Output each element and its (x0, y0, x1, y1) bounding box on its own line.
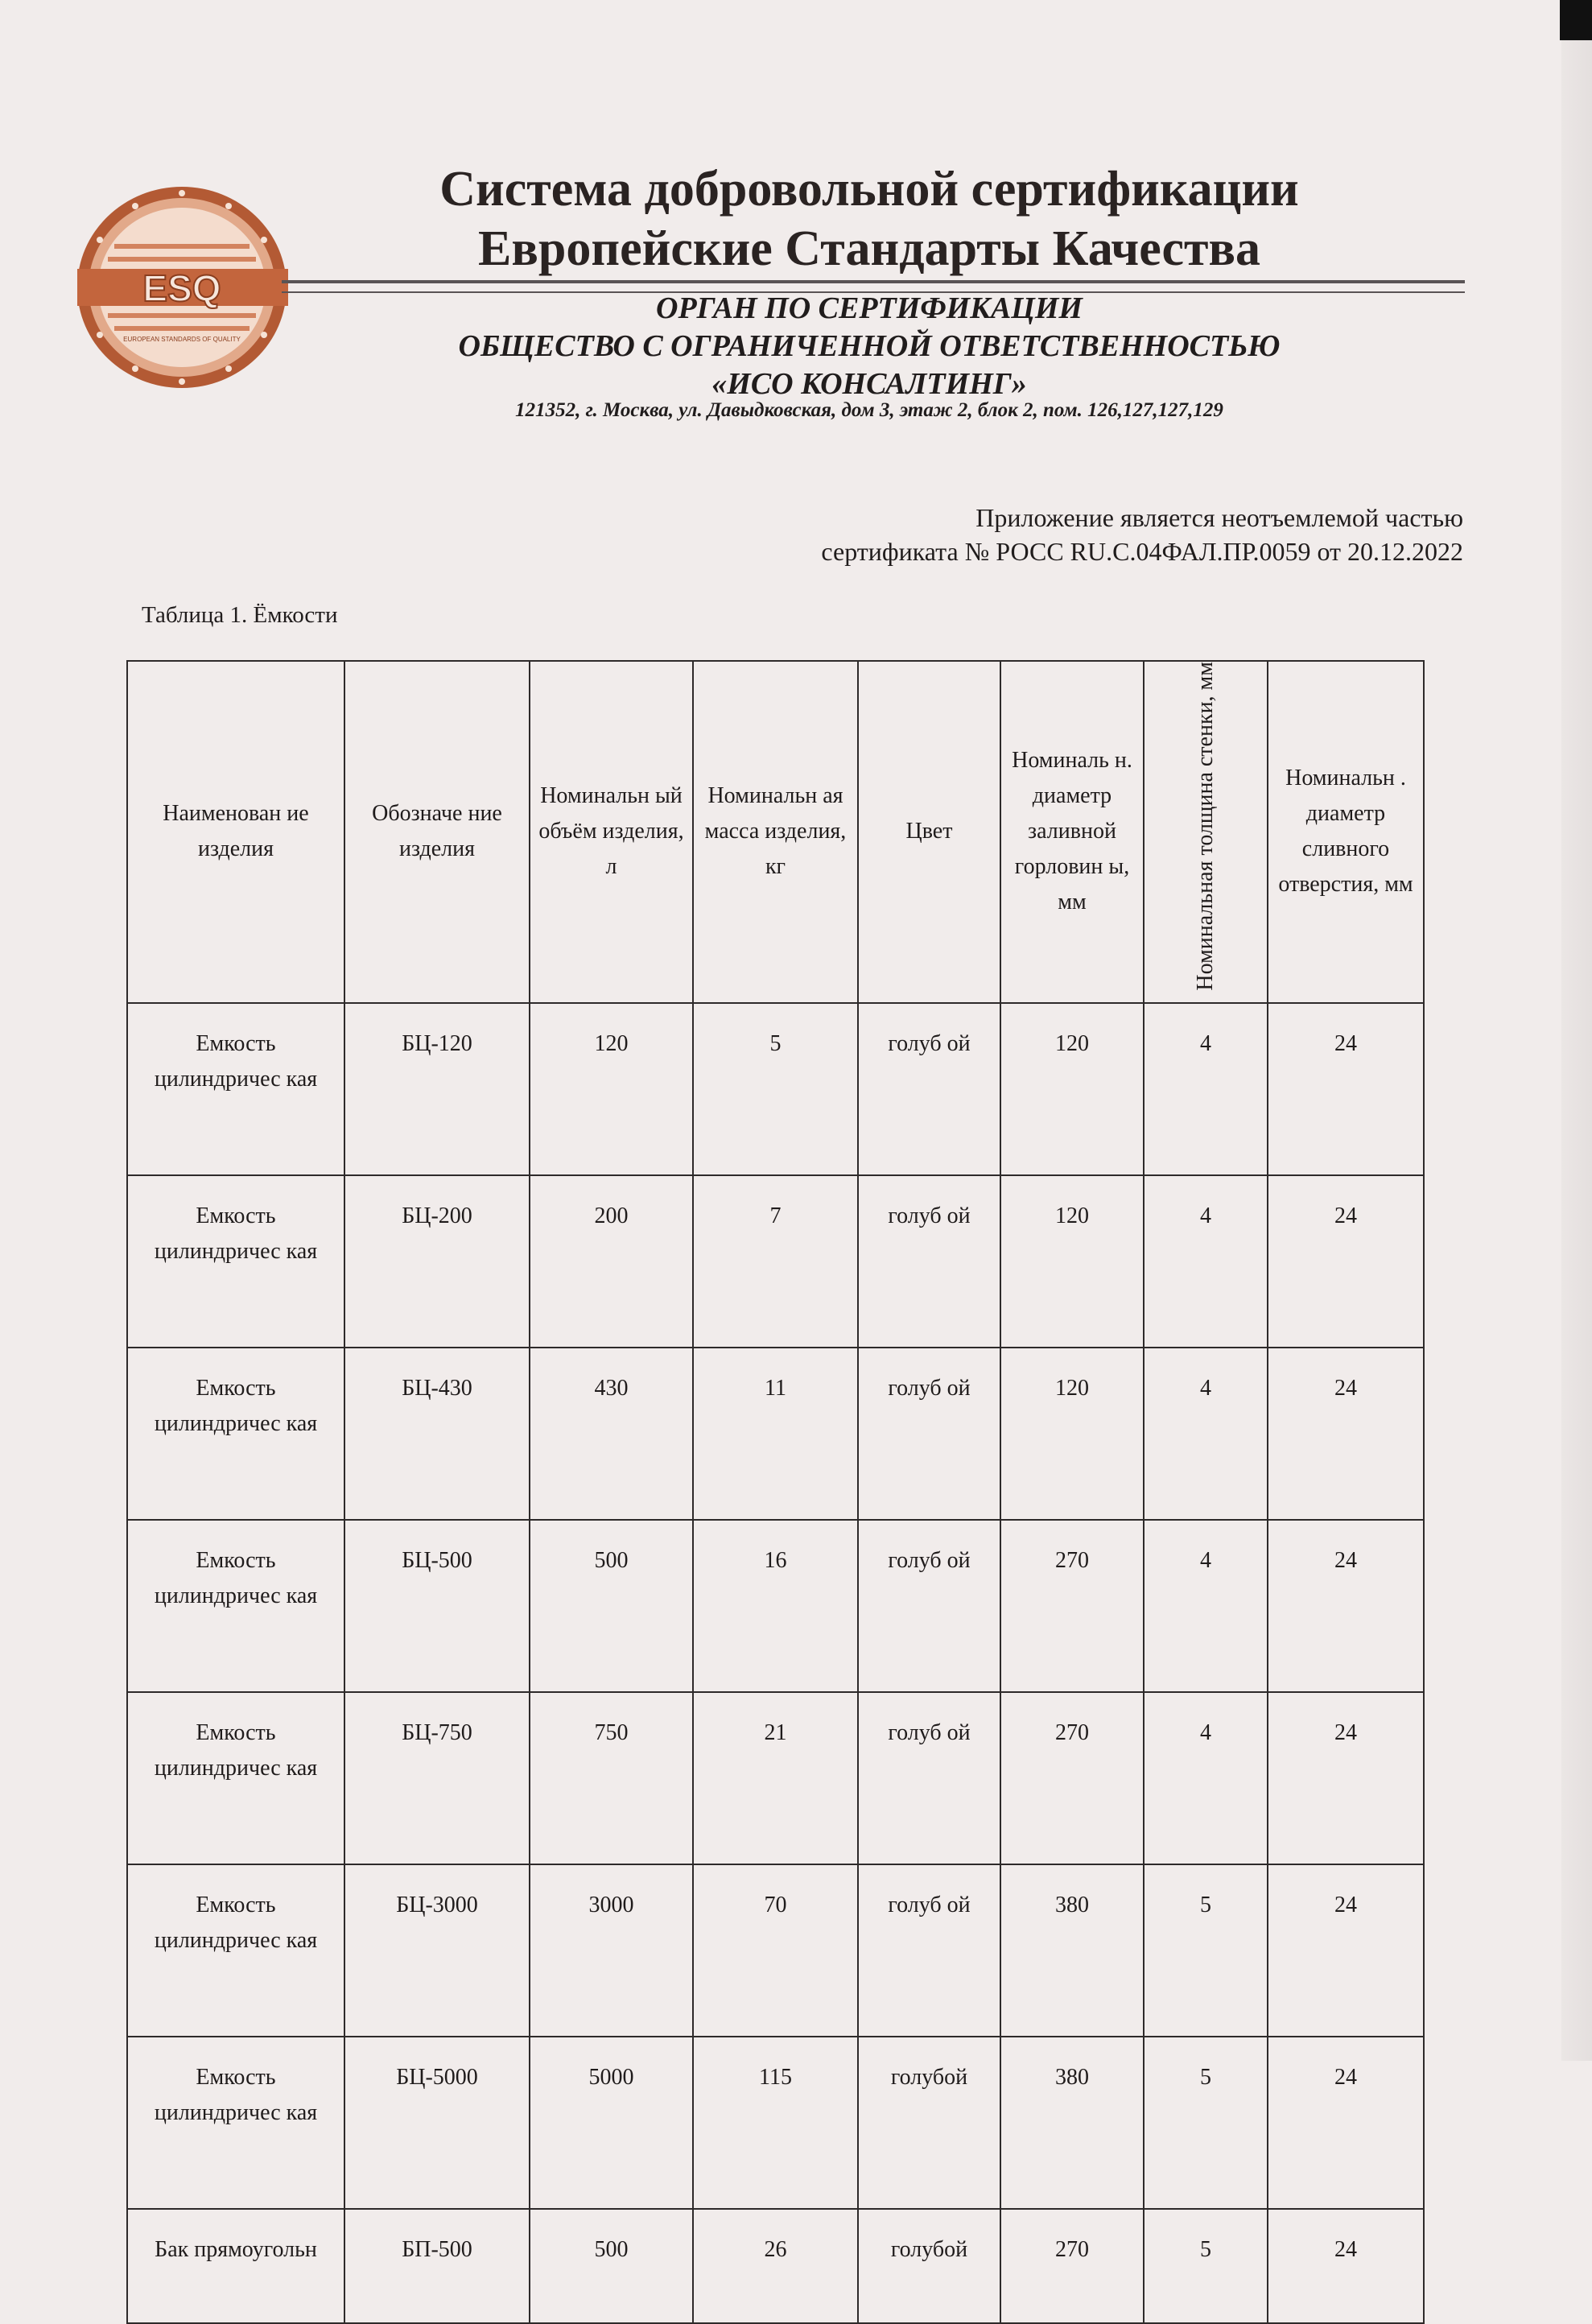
cell-volume: 120 (530, 1003, 693, 1175)
cell-wall: 4 (1144, 1348, 1268, 1520)
containers-table (126, 660, 1425, 2324)
cell-mass: 7 (693, 1175, 858, 1348)
cell-neck: 270 (1000, 2209, 1144, 2323)
cell-code: БЦ-500 (344, 1520, 530, 1692)
cell-wall: 4 (1144, 1003, 1268, 1175)
address: 121352, г. Москва, ул. Давыдковская, дом 3, этаж 2, блок 2, пом. 126,127,127,129 (515, 399, 1223, 421)
cell-color: голуб ой (858, 1003, 1000, 1175)
cell-wall: 4 (1144, 1520, 1268, 1692)
cell-code: БП-500 (344, 2209, 530, 2323)
title-line-2: Европейские Стандарты Качества (478, 221, 1260, 276)
cell-drain: 24 (1268, 1692, 1424, 1864)
table-row (127, 1003, 1424, 1175)
cell-code: БЦ-120 (344, 1003, 530, 1175)
logo-subtext: EUROPEAN STANDARDS OF QUALITY (123, 336, 241, 343)
cell-drain: 24 (1268, 1003, 1424, 1175)
header-color: Цвет (858, 661, 1000, 1003)
header-mass: Номинальн ая масса изделия, кг (693, 661, 858, 1003)
cell-color: голуб ой (858, 1348, 1000, 1520)
cell-mass: 21 (693, 1692, 858, 1864)
cell-name: Емкость цилиндричес кая (127, 1692, 344, 1864)
cell-volume: 5000 (530, 2037, 693, 2209)
page-edge (1561, 0, 1592, 2061)
cell-name: Емкость цилиндричес кая (127, 1520, 344, 1692)
cell-color: голуб ой (858, 1692, 1000, 1864)
header-name: Наименован ие изделия (127, 661, 344, 1003)
org-line-3: «ИСО КОНСАЛТИНГ» (711, 367, 1027, 401)
cell-color: голуб ой (858, 1864, 1000, 2037)
cell-mass: 16 (693, 1520, 858, 1692)
table-row (127, 2209, 1424, 2323)
header-wall-thickness (1144, 661, 1268, 1003)
cell-code: БЦ-200 (344, 1175, 530, 1348)
cell-name: Емкость цилиндричес кая (127, 1003, 344, 1175)
cell-drain: 24 (1268, 2037, 1424, 2209)
cell-volume: 500 (530, 1520, 693, 1692)
cell-neck: 270 (1000, 1692, 1144, 1864)
table-caption: Таблица 1. Ёмкости (142, 602, 338, 628)
cell-mass: 70 (693, 1864, 858, 2037)
cell-name: Емкость цилиндричес кая (127, 1864, 344, 2037)
cell-name: Бак прямоугольн (127, 2209, 344, 2323)
header-volume: Номинальн ый объём изделия, л (530, 661, 693, 1003)
cell-neck: 380 (1000, 2037, 1144, 2209)
cell-drain: 24 (1268, 1520, 1424, 1692)
cell-neck: 120 (1000, 1348, 1144, 1520)
cell-wall: 5 (1144, 2209, 1268, 2323)
org-line-2: ОБЩЕСТВО С ОГРАНИЧЕННОЙ ОТВЕТСТВЕННОСТЬЮ (458, 329, 1281, 363)
table-row (127, 1864, 1424, 2037)
appendix-note (644, 501, 1463, 568)
cell-drain: 24 (1268, 1175, 1424, 1348)
cell-volume: 200 (530, 1175, 693, 1348)
esq-logo (74, 184, 290, 391)
cell-mass: 26 (693, 2209, 858, 2323)
cell-wall: 4 (1144, 1175, 1268, 1348)
organization-block (346, 290, 1392, 403)
cell-neck: 270 (1000, 1520, 1144, 1692)
page-title (346, 159, 1392, 279)
org-line-1: ОРГАН ПО СЕРТИФИКАЦИИ (656, 291, 1083, 325)
cell-neck: 380 (1000, 1864, 1144, 2037)
cell-drain: 24 (1268, 1864, 1424, 2037)
header-code: Обозначе ние изделия (344, 661, 530, 1003)
cell-volume: 750 (530, 1692, 693, 1864)
cell-name: Емкость цилиндричес кая (127, 1175, 344, 1348)
table-row (127, 1520, 1424, 1692)
table-row (127, 1175, 1424, 1348)
cell-code: БЦ-750 (344, 1692, 530, 1864)
header-neck-diameter: Номиналь н. диаметр заливной горловин ы, мм (1000, 661, 1144, 1003)
title-line-1: Система добровольной сертификации (439, 162, 1299, 217)
cell-volume: 430 (530, 1348, 693, 1520)
table-row (127, 1692, 1424, 1864)
header-drain-diameter: Номинальн . диаметр сливного отверстия, мм (1268, 661, 1424, 1003)
cell-neck: 120 (1000, 1003, 1144, 1175)
cell-mass: 115 (693, 2037, 858, 2209)
table-row (127, 1348, 1424, 1520)
cell-color: голубой (858, 2209, 1000, 2323)
cell-wall: 5 (1144, 1864, 1268, 2037)
appendix-line-2: сертификата № РОСС RU.C.04ФАЛ.ПР.0059 от 20.12.2022 (821, 537, 1463, 566)
table-body (127, 1003, 1424, 2323)
cell-volume: 3000 (530, 1864, 693, 2037)
logo-text: ESQ (142, 267, 221, 309)
table-row (127, 2037, 1424, 2209)
cell-drain: 24 (1268, 1348, 1424, 1520)
cell-mass: 5 (693, 1003, 858, 1175)
appendix-line-1: Приложение является неотъемлемой частью (975, 503, 1463, 532)
cell-color: голуб ой (858, 1520, 1000, 1692)
cell-color: голуб ой (858, 1175, 1000, 1348)
cell-mass: 11 (693, 1348, 858, 1520)
cell-name: Емкость цилиндричес кая (127, 2037, 344, 2209)
cell-drain: 24 (1268, 2209, 1424, 2323)
cell-neck: 120 (1000, 1175, 1144, 1348)
page-corner (1560, 0, 1592, 40)
cell-volume: 500 (530, 2209, 693, 2323)
esq-seal-icon (74, 184, 290, 391)
cell-name: Емкость цилиндричес кая (127, 1348, 344, 1520)
cell-wall: 4 (1144, 1692, 1268, 1864)
cell-code: БЦ-3000 (344, 1864, 530, 2037)
table-header-row (127, 661, 1424, 1003)
cell-color: голубой (858, 2037, 1000, 2209)
cell-code: БЦ-430 (344, 1348, 530, 1520)
cell-code: БЦ-5000 (344, 2037, 530, 2209)
cell-wall: 5 (1144, 2037, 1268, 2209)
header-wall-thickness-text: Номинальная толщина стенки, мм (1193, 662, 1218, 991)
